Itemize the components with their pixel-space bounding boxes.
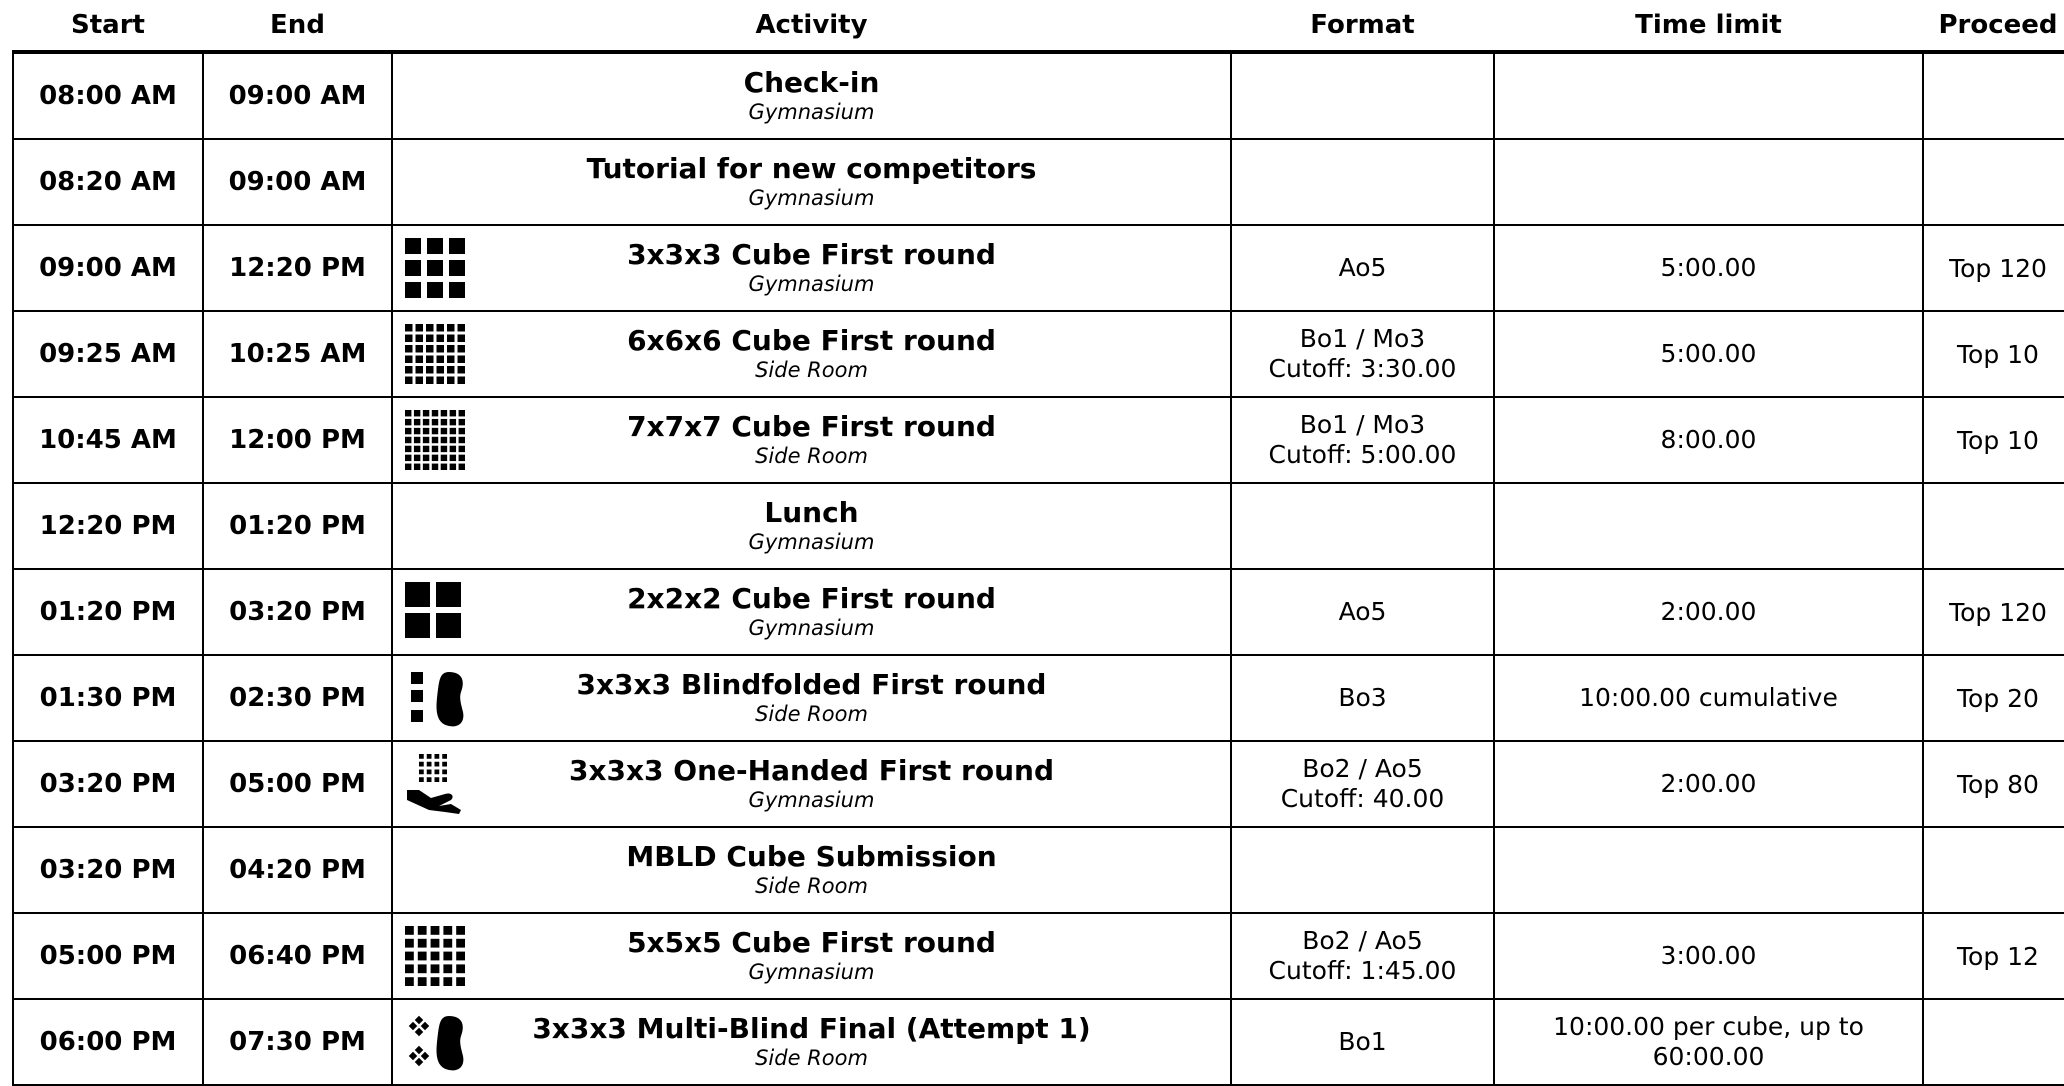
cutoff-value: Cutoff: 3:30.00 — [1268, 354, 1457, 383]
format-cell — [1231, 569, 1494, 655]
end-time: 06:40 PM — [203, 913, 392, 999]
time-limit-value: 5:00.00 — [1660, 339, 1757, 368]
format-value: Ao5 — [1338, 253, 1387, 282]
activity-name: 3x3x3 Blindfolded First round — [576, 668, 1047, 701]
activity-room: Side Room — [755, 358, 868, 382]
table-row — [13, 139, 2064, 225]
table-row — [13, 741, 2064, 827]
start-time: 01:30 PM — [13, 655, 203, 741]
time-limit-cell — [1494, 311, 1923, 397]
format-cell — [1231, 483, 1494, 569]
proceed-cell — [1923, 999, 2064, 1085]
activity-name: 3x3x3 One-Handed First round — [568, 754, 1055, 787]
format-value: Ao5 — [1338, 597, 1387, 626]
time-limit-cell — [1494, 827, 1923, 913]
format-cell — [1231, 913, 1494, 999]
cutoff-value: Cutoff: 40.00 — [1280, 784, 1445, 813]
activity-cell — [392, 913, 1231, 999]
format-cell — [1231, 139, 1494, 225]
cutoff-value: Cutoff: 5:00.00 — [1268, 440, 1457, 469]
time-limit-value: 2:00.00 — [1660, 597, 1757, 626]
header-activity: Activity — [392, 0, 1231, 52]
end-time: 01:20 PM — [203, 483, 392, 569]
schedule-rows — [13, 52, 2064, 1085]
time-limit-value: 10:00.00 per cube, up to — [1553, 1012, 1864, 1041]
time-limit-value: 5:00.00 — [1660, 253, 1757, 282]
format-value: Bo1 / Mo3 — [1299, 324, 1426, 353]
format-cell — [1231, 827, 1494, 913]
proceed-cell: Top 20 — [1923, 655, 2064, 741]
header-format: Format — [1231, 0, 1494, 52]
end-time: 02:30 PM — [203, 655, 392, 741]
activity-room: Side Room — [755, 444, 868, 468]
activity-name: Tutorial for new competitors — [586, 152, 1037, 185]
activity-name: 3x3x3 Multi-Blind Final (Attempt 1) — [532, 1012, 1091, 1045]
table-row — [13, 311, 2064, 397]
end-time: 12:00 PM — [203, 397, 392, 483]
proceed-cell — [1923, 483, 2064, 569]
proceed-cell: Top 10 — [1923, 311, 2064, 397]
activity-name: 6x6x6 Cube First round — [627, 324, 996, 357]
header-end: End — [203, 0, 392, 52]
format-cell — [1231, 52, 1494, 139]
activity-cell — [392, 999, 1231, 1085]
table-row — [13, 225, 2064, 311]
activity-name: Check-in — [743, 66, 880, 99]
time-limit-value: 8:00.00 — [1660, 425, 1757, 454]
activity-cell — [392, 52, 1231, 139]
format-cell — [1231, 655, 1494, 741]
format-cell — [1231, 999, 1494, 1085]
activity-room: Side Room — [755, 702, 868, 726]
schedule-table — [12, 0, 2064, 1086]
header-time-limit: Time limit — [1494, 0, 1923, 52]
table-row — [13, 483, 2064, 569]
table-row — [13, 52, 2064, 139]
activity-room: Gymnasium — [748, 100, 875, 124]
table-row — [13, 655, 2064, 741]
proceed-cell: Top 120 — [1923, 225, 2064, 311]
time-limit-cell — [1494, 913, 1923, 999]
time-limit-cell — [1494, 225, 1923, 311]
start-time: 08:20 AM — [13, 139, 203, 225]
activity-cell — [392, 827, 1231, 913]
time-limit-cell — [1494, 569, 1923, 655]
activity-name: 3x3x3 Cube First round — [627, 238, 996, 271]
time-limit-cell — [1494, 741, 1923, 827]
time-limit-value: 2:00.00 — [1660, 769, 1757, 798]
start-time: 09:00 AM — [13, 225, 203, 311]
end-time: 09:00 AM — [203, 52, 392, 139]
activity-room: Gymnasium — [748, 616, 875, 640]
end-time: 07:30 PM — [203, 999, 392, 1085]
format-value: Bo1 — [1338, 1027, 1387, 1056]
end-time: 12:20 PM — [203, 225, 392, 311]
table-row — [13, 827, 2064, 913]
activity-cell — [392, 741, 1231, 827]
activity-cell — [392, 569, 1231, 655]
proceed-cell: Top 80 — [1923, 741, 2064, 827]
format-value: Bo2 / Ao5 — [1302, 926, 1423, 955]
activity-room: Gymnasium — [748, 960, 875, 984]
start-time: 08:00 AM — [13, 52, 203, 139]
activity-name: 7x7x7 Cube First round — [627, 410, 996, 443]
start-time: 09:25 AM — [13, 311, 203, 397]
activity-room: Side Room — [755, 874, 868, 898]
activity-room: Side Room — [755, 1046, 868, 1070]
format-cell — [1231, 225, 1494, 311]
format-cell — [1231, 741, 1494, 827]
activity-room: Gymnasium — [748, 788, 875, 812]
time-limit-value: 10:00.00 cumulative — [1579, 683, 1838, 712]
activity-room: Gymnasium — [748, 186, 875, 210]
activity-name: 2x2x2 Cube First round — [627, 582, 996, 615]
activity-room: Gymnasium — [748, 272, 875, 296]
table-row — [13, 999, 2064, 1085]
table-row — [13, 913, 2064, 999]
proceed-cell — [1923, 827, 2064, 913]
format-value: Bo3 — [1338, 683, 1387, 712]
end-time: 10:25 AM — [203, 311, 392, 397]
end-time: 03:20 PM — [203, 569, 392, 655]
format-cell — [1231, 397, 1494, 483]
activity-cell — [392, 139, 1231, 225]
activity-room: Gymnasium — [748, 530, 875, 554]
end-time: 09:00 AM — [203, 139, 392, 225]
activity-cell — [392, 655, 1231, 741]
activity-name: Lunch — [764, 496, 859, 529]
proceed-cell — [1923, 52, 2064, 139]
table-row — [13, 397, 2064, 483]
start-time: 10:45 AM — [13, 397, 203, 483]
time-limit-cell — [1494, 397, 1923, 483]
cutoff-value: Cutoff: 1:45.00 — [1268, 956, 1457, 985]
proceed-cell — [1923, 139, 2064, 225]
start-time: 03:20 PM — [13, 827, 203, 913]
format-cell — [1231, 311, 1494, 397]
format-value: Bo1 / Mo3 — [1299, 410, 1426, 439]
time-limit-cell — [1494, 139, 1923, 225]
header-start: Start — [13, 0, 203, 52]
format-value: Bo2 / Ao5 — [1302, 754, 1423, 783]
time-limit-cell — [1494, 655, 1923, 741]
start-time: 06:00 PM — [13, 999, 203, 1085]
time-limit-cell — [1494, 999, 1923, 1085]
start-time: 12:20 PM — [13, 483, 203, 569]
time-limit-cell — [1494, 52, 1923, 139]
proceed-cell: Top 12 — [1923, 913, 2064, 999]
activity-name: 5x5x5 Cube First round — [627, 926, 996, 959]
start-time: 01:20 PM — [13, 569, 203, 655]
time-limit-cell — [1494, 483, 1923, 569]
activity-cell — [392, 311, 1231, 397]
proceed-cell: Top 10 — [1923, 397, 2064, 483]
activity-cell — [392, 483, 1231, 569]
proceed-cell: Top 120 — [1923, 569, 2064, 655]
activity-name: MBLD Cube Submission — [626, 840, 997, 873]
table-row — [13, 569, 2064, 655]
end-time: 05:00 PM — [203, 741, 392, 827]
start-time: 03:20 PM — [13, 741, 203, 827]
time-limit-value: 3:00.00 — [1660, 941, 1757, 970]
activity-cell — [392, 225, 1231, 311]
end-time: 04:20 PM — [203, 827, 392, 913]
table-header-row — [13, 0, 2064, 52]
start-time: 05:00 PM — [13, 913, 203, 999]
header-proceed: Proceed — [1923, 0, 2064, 52]
time-limit-value-2: 60:00.00 — [1652, 1042, 1765, 1071]
activity-cell — [392, 397, 1231, 483]
